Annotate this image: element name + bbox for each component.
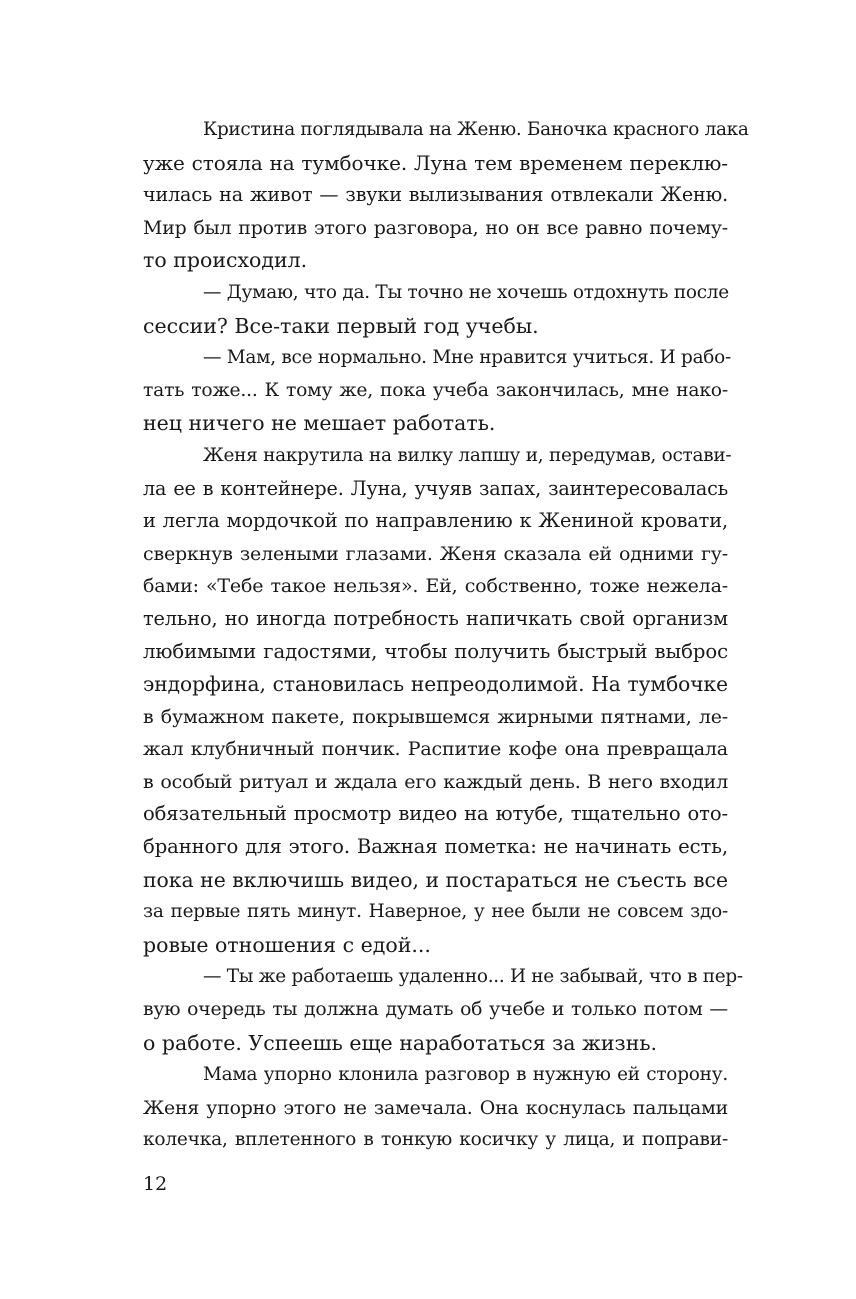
text-line: Женя упорно этого не замечала. Она коснулась пальцами (143, 1096, 728, 1119)
text-line: — Думаю, что да. Ты точно не хочешь отдохнуть после (203, 281, 729, 303)
text-line: ла ее в контейнере. Луна, учуяв запах, заинтересовалась (143, 476, 728, 500)
text-line: эндорфина, становилась непреодолимой. На тумбочке (143, 672, 728, 697)
paragraph (143, 342, 731, 440)
paragraph (143, 961, 743, 1059)
text-line: бами: «Тебе такое нельзя». Ей, собственно, тоже нежела- (143, 575, 728, 598)
text-line: — Мам, все нормально. Мне нравится учиться. И рабо- (203, 347, 731, 369)
text-line: то происходил. (143, 248, 308, 273)
paragraph (143, 440, 732, 962)
text-line: о работе. Успеешь еще наработаться за жизнь. (143, 1030, 658, 1055)
text-line: пока не включишь видео, и постараться не съесть все (143, 867, 728, 892)
text-line: тельно, но иногда потребность напичкать свой организм (143, 606, 728, 630)
text-line: тать тоже... К тому же, пока учеба закончилась, мне нако- (143, 379, 728, 401)
text-line: за первые пять минут. Наверное, у нее были не совсем здо- (143, 901, 728, 923)
text-line: Мама упорно клонила разговор в нужную ей сторону. (203, 1064, 728, 1086)
page-number: 12 (143, 1173, 168, 1195)
text-line: в особый ритуал и ждала его каждый день. В него входил (143, 770, 728, 793)
text-line: колечка, вплетенного в тонкую косичку у лица, и поправи- (143, 1129, 728, 1151)
text-line: уже стояла на тумбочке. Луна тем временем переклю- (143, 150, 728, 175)
text-line: в бумажном пакете, покрывшемся жирными пятнами, ле- (143, 705, 728, 728)
text-line: сессии? Все-таки первый год учебы. (143, 313, 539, 338)
text-line: бранного для этого. Важная пометка: не начинать есть, (143, 835, 728, 859)
text-line: Кристина поглядывала на Женю. Баночка красного лака (203, 119, 749, 140)
text-line: вую очередь ты должна думать об учебе и только потом — (143, 999, 728, 1021)
text-line: и легла мордочкой по направлению к Жениной кровати, (143, 509, 728, 533)
text-line: сверкнув зелеными глазами. Женя сказала ей одними гу- (143, 542, 728, 565)
paragraph (143, 114, 749, 277)
text-line: жал клубничный пончик. Распитие кофе она превращала (143, 738, 728, 761)
text-line: ровые отношения с едой... (143, 932, 431, 957)
text-line: обязательный просмотр видео на ютубе, тщательно ото- (143, 802, 728, 826)
text-line: Женя накрутила на вилку лапшу и, передумав, остави- (203, 444, 732, 466)
paragraph (143, 1059, 728, 1157)
text-line: Мир был против этого разговора, но он все равно почему- (143, 216, 728, 239)
paragraph (143, 277, 728, 342)
text-line: чилась на живот — звуки вылизывания отвлекали Женю. (143, 183, 728, 207)
text-line: любимыми гадостями, чтобы получить быстрый выброс (143, 639, 728, 663)
text-line: — Ты же работаешь удаленно... И не забывай, что в пер- (203, 966, 743, 988)
body-text (143, 114, 749, 1157)
text-line: нец ничего не мешает работать. (143, 411, 496, 436)
